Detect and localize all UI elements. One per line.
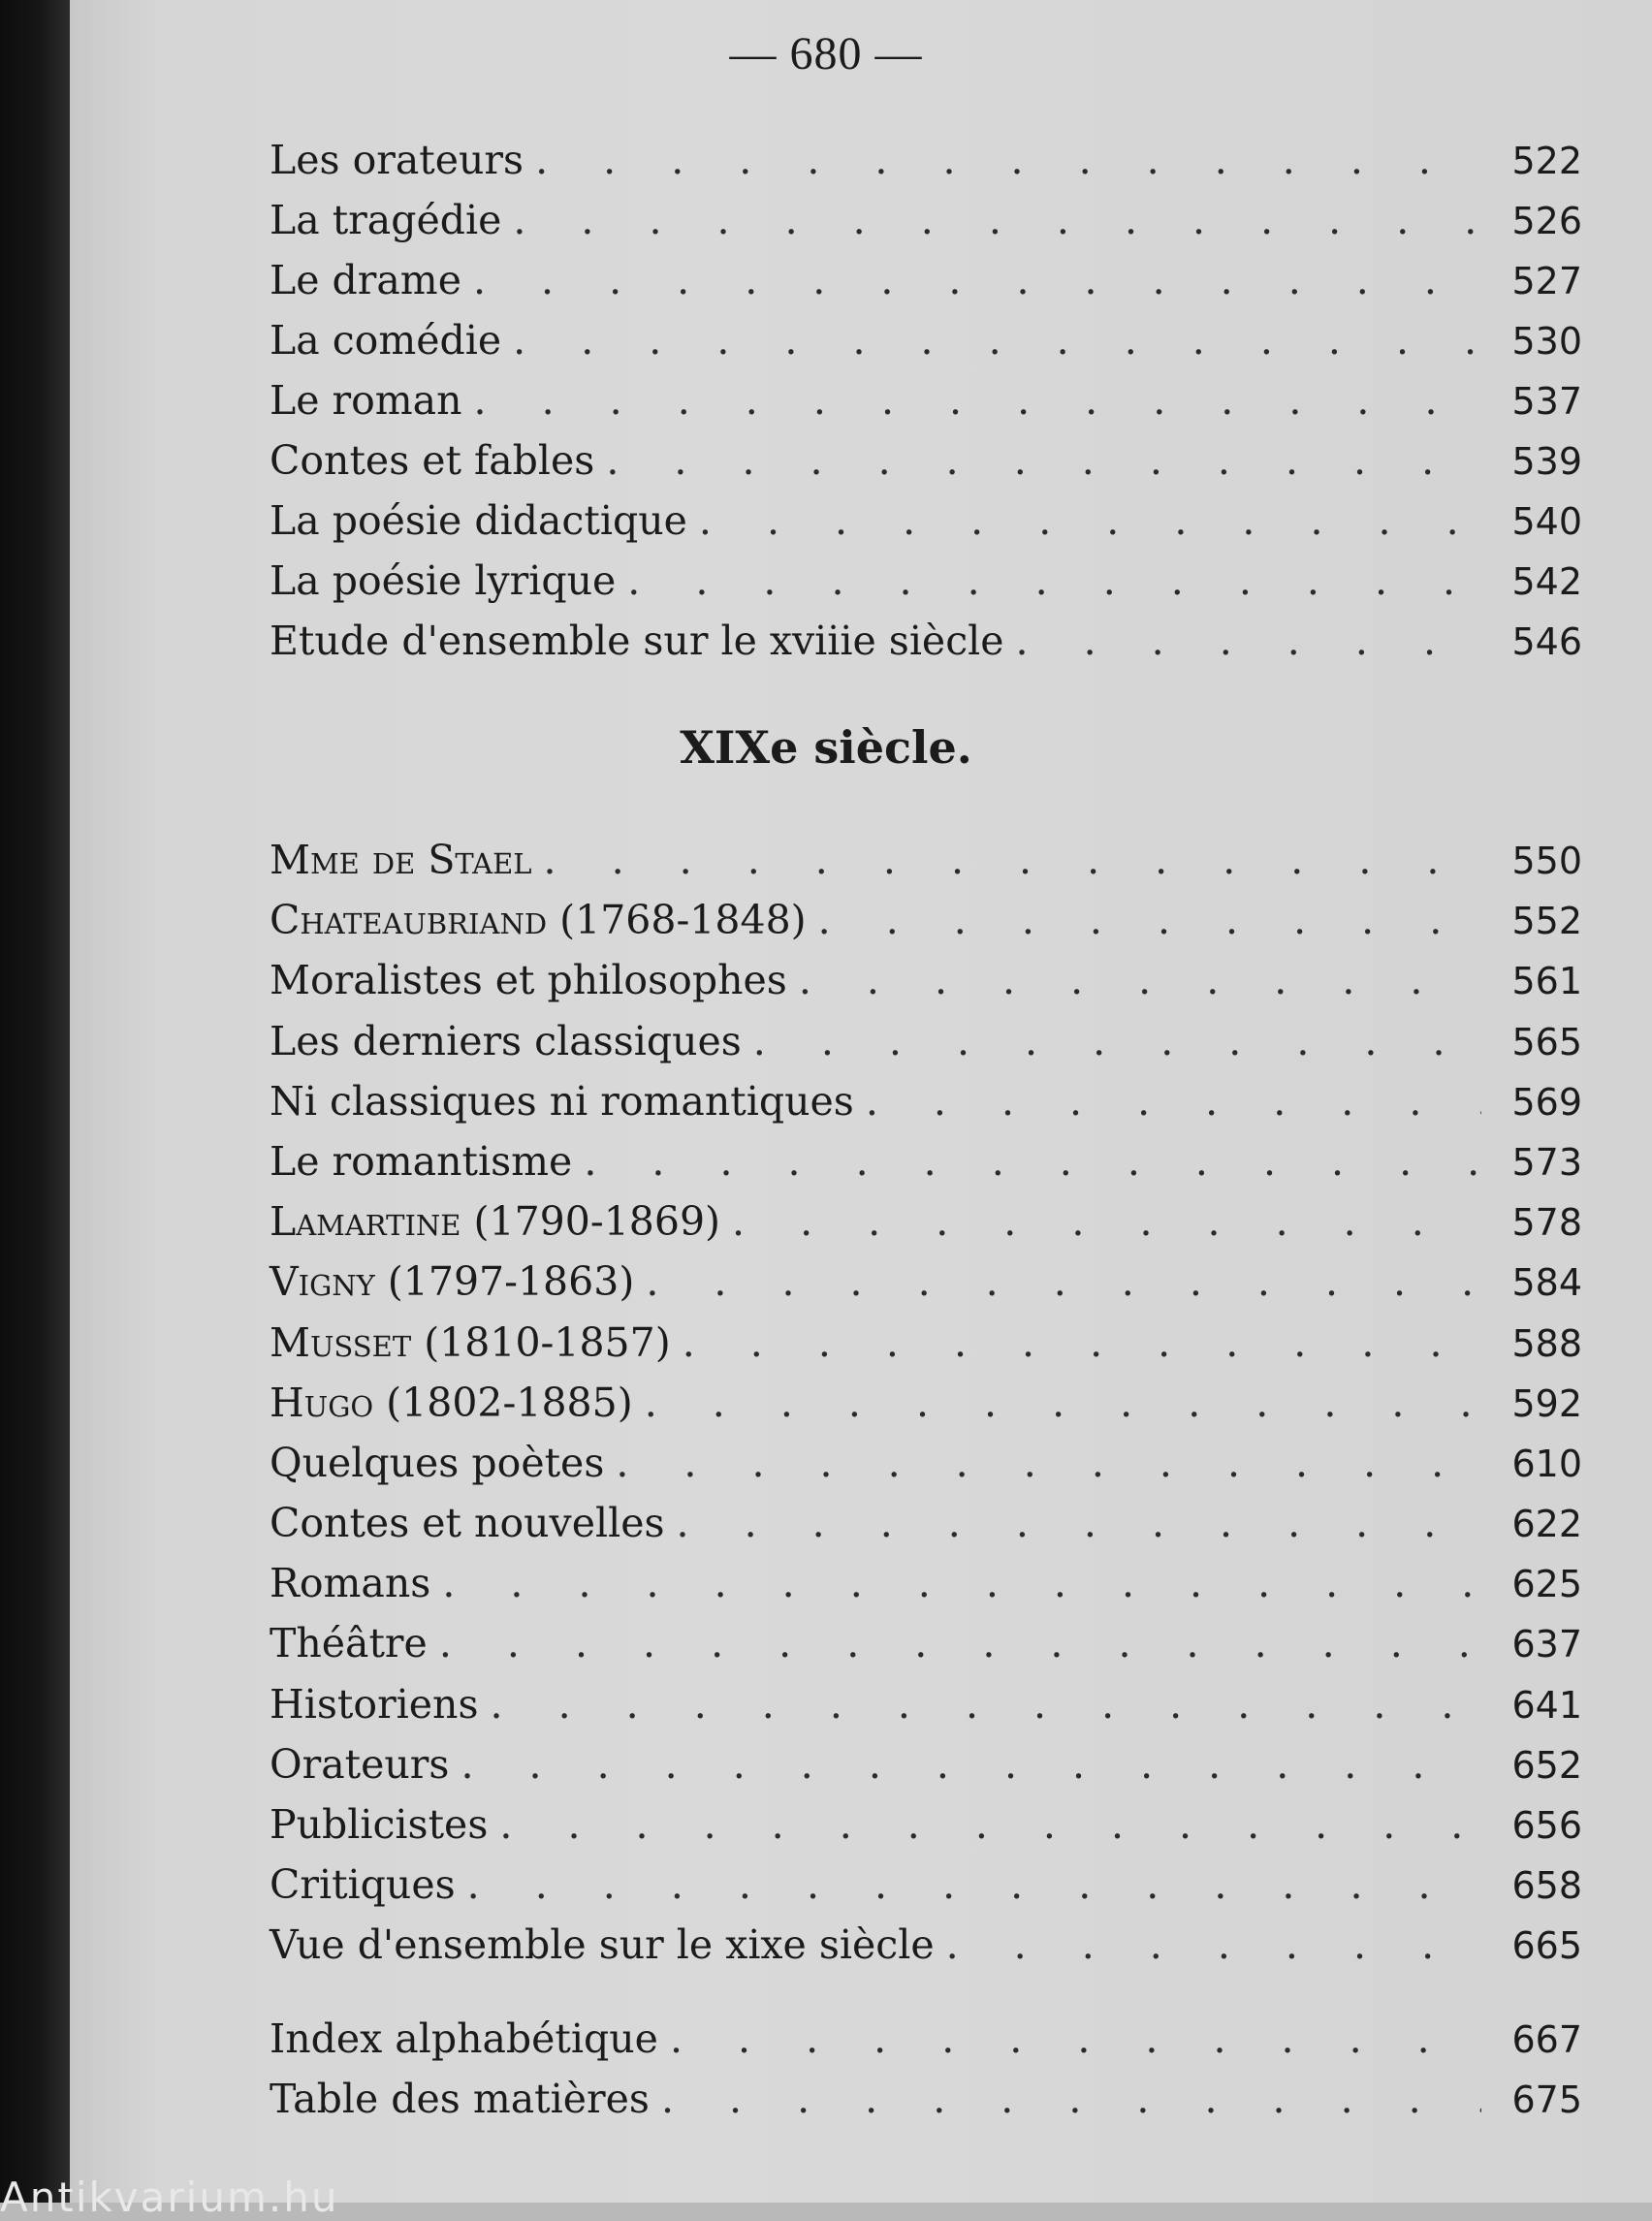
dot-leader — [753, 1011, 1481, 1071]
dot-leader — [491, 1674, 1482, 1734]
entry-page: 652 — [1511, 1743, 1582, 1787]
toc-entry — [270, 1373, 1582, 1433]
toc-entry — [270, 1734, 1582, 1794]
dot-leader — [467, 1855, 1481, 1915]
toc-entry — [270, 1433, 1582, 1493]
book-binding — [0, 0, 70, 2203]
entry-title: Théâtre — [270, 1620, 428, 1667]
toc-entry — [270, 1252, 1582, 1312]
entry-page: 542 — [1511, 560, 1582, 603]
toc-list-top — [270, 130, 1582, 671]
dot-leader — [499, 1794, 1481, 1855]
entry-title: Musset (1810-1857) — [270, 1318, 671, 1366]
entry-title: Romans — [270, 1560, 431, 1607]
entry-title: Ni classiques ni romantiques — [270, 1077, 854, 1125]
toc-entry — [270, 2009, 1582, 2069]
toc-entry — [270, 1855, 1582, 1915]
entry-page: 546 — [1511, 620, 1582, 663]
dot-leader — [616, 1433, 1481, 1493]
entry-title: Publicistes — [270, 1801, 489, 1848]
toc-entry — [270, 430, 1582, 491]
entry-title: Contes et nouvelles — [270, 1500, 665, 1547]
entry-page: 588 — [1511, 1321, 1582, 1365]
entry-title: Mme de Stael — [270, 837, 532, 883]
dot-leader — [442, 1553, 1481, 1613]
entry-title: Table des matières — [270, 2076, 650, 2123]
dot-leader — [513, 190, 1481, 250]
entry-page: 539 — [1511, 440, 1582, 483]
dot-leader — [1016, 611, 1481, 671]
entry-title: Vigny (1797-1863) — [270, 1258, 635, 1306]
entry-title: La poésie lyrique — [270, 557, 617, 604]
dot-leader — [732, 1191, 1481, 1252]
dot-leader — [866, 1071, 1481, 1131]
toc-entry — [270, 1071, 1582, 1131]
entry-title: Vue d'ensemble sur le xixe siècle — [270, 1921, 935, 1969]
dot-leader — [699, 491, 1481, 551]
entry-title: Hugo (1802-1885) — [270, 1379, 633, 1426]
watermark: Antikvarium.hu — [0, 2173, 339, 2221]
entry-page: 610 — [1511, 1442, 1582, 1485]
dot-leader — [439, 1613, 1481, 1673]
toc-entry — [270, 491, 1582, 551]
entry-title: La tragédie — [270, 197, 502, 243]
entry-title: Contes et fables — [270, 437, 595, 484]
toc-entry — [270, 370, 1582, 430]
entry-title: Le romantisme — [270, 1137, 573, 1185]
entry-page: 573 — [1511, 1140, 1582, 1184]
toc-entry — [270, 130, 1582, 190]
toc-entry — [270, 1613, 1582, 1673]
entry-page: 637 — [1511, 1623, 1582, 1666]
toc-entry — [270, 1553, 1582, 1613]
entry-page: 592 — [1511, 1381, 1582, 1425]
entry-title: Les derniers classiques — [270, 1017, 742, 1064]
dot-leader — [627, 551, 1481, 611]
dot-leader — [818, 890, 1481, 950]
dot-leader — [474, 370, 1481, 430]
dot-leader — [645, 1373, 1481, 1433]
toc-list-xix — [270, 830, 1582, 1976]
entry-title: Le drame — [270, 257, 461, 303]
dot-leader — [461, 1734, 1481, 1794]
toc-entry — [270, 250, 1582, 310]
entry-title: Historiens — [270, 1680, 479, 1728]
dot-leader — [606, 430, 1481, 491]
entry-page: 658 — [1511, 1864, 1582, 1908]
entry-page: 526 — [1511, 200, 1582, 242]
toc-entry — [270, 1011, 1582, 1071]
entry-title: La comédie — [270, 317, 502, 364]
dot-leader — [473, 250, 1481, 310]
entry-page: 530 — [1511, 320, 1582, 363]
entry-page: 656 — [1511, 1804, 1582, 1847]
toc-entry — [270, 1493, 1582, 1553]
toc-entry — [270, 1915, 1582, 1975]
entry-page: 552 — [1511, 900, 1582, 943]
entry-title: Etude d'ensemble sur le xviiie siècle — [270, 618, 1004, 664]
entry-title: Index alphabétique — [270, 2015, 658, 2062]
toc-entry — [270, 950, 1582, 1010]
entry-page: 641 — [1511, 1683, 1582, 1727]
toc-entry — [270, 551, 1582, 611]
toc-list-end — [270, 2009, 1582, 2129]
entry-page: 569 — [1511, 1080, 1582, 1124]
entry-page: 675 — [1511, 2078, 1582, 2122]
dot-leader — [799, 950, 1481, 1010]
toc-entry — [270, 611, 1582, 671]
dot-leader — [513, 310, 1481, 370]
entry-title: Quelques poètes — [270, 1439, 605, 1486]
dot-leader — [646, 1252, 1481, 1312]
dot-leader — [683, 1313, 1481, 1373]
entry-title: Orateurs — [270, 1740, 450, 1788]
toc-entry — [270, 1191, 1582, 1252]
dot-leader — [670, 2009, 1481, 2069]
page-number: — 680 — — [729, 28, 923, 79]
entry-page: 578 — [1511, 1201, 1582, 1245]
dot-leader — [535, 130, 1481, 190]
entry-title: Critiques — [270, 1861, 456, 1909]
toc-entry — [270, 190, 1582, 250]
entry-page: 537 — [1511, 380, 1582, 423]
entry-title: Chateaubriand (1768-1848) — [270, 897, 807, 944]
toc-entry — [270, 1313, 1582, 1373]
entry-page: 622 — [1511, 1503, 1582, 1546]
toc-entry — [270, 890, 1582, 950]
entry-page: 625 — [1511, 1563, 1582, 1606]
entry-page: 540 — [1511, 500, 1582, 543]
dot-leader — [544, 830, 1481, 890]
toc-entry — [270, 310, 1582, 370]
entry-title: Les orateurs — [270, 137, 524, 183]
toc-entry — [270, 1131, 1582, 1191]
entry-page: 667 — [1511, 2018, 1582, 2061]
toc-entry — [270, 2069, 1582, 2129]
entry-page: 561 — [1511, 960, 1582, 1003]
entry-page: 550 — [1511, 840, 1582, 882]
dot-leader — [677, 1493, 1482, 1553]
entry-page: 527 — [1511, 260, 1582, 302]
entry-title: La poésie didactique — [270, 497, 687, 544]
dot-leader — [584, 1131, 1481, 1191]
entry-title: Le roman — [270, 377, 462, 424]
toc-entry — [270, 1794, 1582, 1855]
entry-page: 584 — [1511, 1261, 1582, 1305]
toc-entry — [270, 830, 1582, 890]
entry-page: 665 — [1511, 1924, 1582, 1968]
entry-page: 522 — [1511, 140, 1582, 182]
entry-title: Lamartine (1790-1869) — [270, 1198, 721, 1246]
dot-leader — [661, 2069, 1481, 2129]
dot-leader — [946, 1915, 1481, 1975]
section-heading: XIXe siècle. — [680, 721, 972, 774]
entry-page: 565 — [1511, 1020, 1582, 1063]
entry-title: Moralistes et philosophes — [270, 957, 787, 1004]
toc-entry — [270, 1674, 1582, 1734]
